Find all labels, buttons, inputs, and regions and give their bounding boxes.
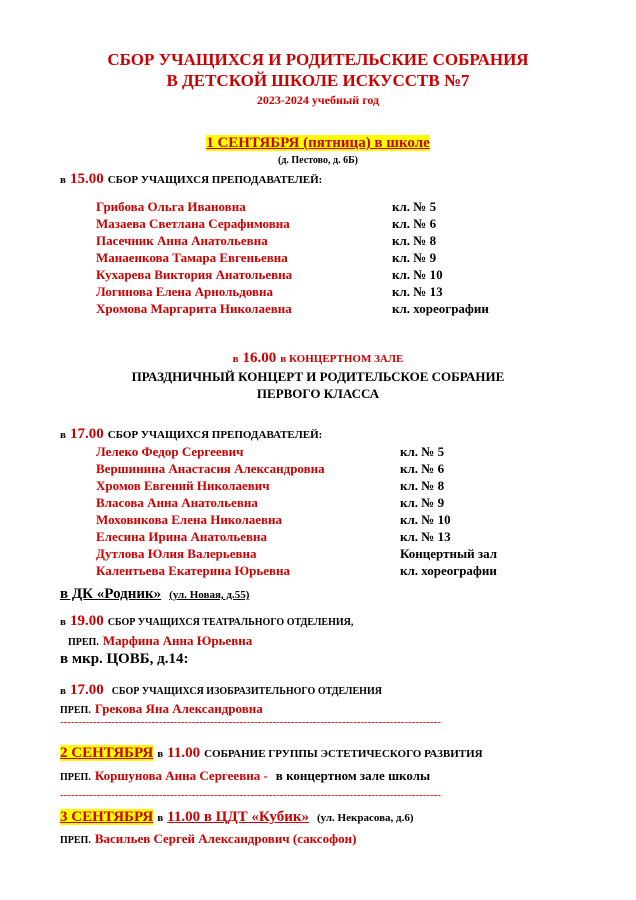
block2-prefix: в [60, 429, 66, 441]
concert-place: в КОНЦЕРТНОМ ЗАЛЕ [280, 353, 404, 365]
teacher-name: Манаенкова Тамара Евгеньевна [96, 250, 288, 265]
dk-time-line [60, 612, 353, 630]
day1-heading: 1 СЕНТЯБРЯ (пятница) в школе [206, 135, 430, 151]
block1-label: СБОР УЧАЩИХСЯ ПРЕПОДАВАТЕЛЕЙ: [107, 174, 323, 186]
dk-heading-line [60, 585, 249, 603]
tsovv-label: СБОР УЧАЩИХСЯ ИЗОБРАЗИТЕЛЬНОГО ОТДЕЛЕНИЯ [111, 686, 382, 697]
tsovv-prefix: в [60, 685, 66, 697]
separator-2: -------------------------------------------------------------------------------------------------------- [60, 789, 441, 801]
tsovv-prep: ПРЕП. [60, 705, 91, 716]
teacher-name: Лелеко Федор Сергеевич [96, 444, 244, 459]
teacher-room: кл. № 6 [392, 216, 437, 231]
teacher-room: кл. № 8 [400, 478, 445, 493]
day2-label: СОБРАНИЕ ГРУППЫ ЭСТЕТИЧЕСКОГО РАЗВИТИЯ [204, 748, 483, 760]
teacher-name: Хромова Маргарита Николаевна [96, 301, 292, 316]
dk-heading: в ДК «Родник» [60, 586, 162, 602]
day1-address: (д. Пестово, д. 6Б) [277, 155, 359, 166]
day2-time: 11.00 [167, 745, 201, 761]
title-line-2: В ДЕТСКОЙ ШКОЛЕ ИСКУССТВ №7 [166, 71, 470, 90]
teacher-room: кл. № 10 [400, 512, 451, 527]
day3-address: (ул. Некрасова, д.6) [317, 812, 414, 824]
teacher-room: кл. хореографии [392, 301, 489, 316]
teacher-room: кл. № 13 [400, 529, 451, 544]
teacher-room: Концертный зал [400, 546, 497, 561]
teacher-name: Мазаева Светлана Серафимовна [96, 216, 290, 231]
day2-prefix: в [157, 748, 164, 760]
teacher-room: кл. хореографии [400, 563, 497, 578]
teacher-name: Пасечник Анна Анатольевна [96, 233, 268, 248]
day3-line [60, 808, 413, 826]
tsovv-time-line [60, 681, 382, 699]
day3-time-place: 11.00 в ЦДТ «Кубик» [167, 809, 309, 825]
concert-prefix: в [232, 353, 239, 365]
day3-prep: ПРЕП. [60, 835, 91, 846]
day2-heading: 2 СЕНТЯБРЯ [60, 745, 154, 761]
school-year: 2023-2024 учебный год [256, 93, 380, 107]
block1-line [60, 170, 322, 188]
day3-prefix: в [157, 812, 164, 824]
dk-prep: ПРЕП. [68, 637, 99, 648]
day2-line [60, 744, 483, 762]
day3-teacher-line [60, 830, 356, 848]
tsovv-heading: в мкр. ЦОВБ, д.14: [60, 651, 189, 667]
concert-line [0, 349, 636, 367]
teacher-name: Дутлова Юлия Валерьевна [96, 546, 257, 561]
title-line-1: СБОР УЧАЩИХСЯ И РОДИТЕЛЬСКИЕ СОБРАНИЯ [107, 50, 529, 69]
day3-heading: 3 СЕНТЯБРЯ [60, 809, 154, 825]
teacher-room: кл. № 6 [400, 461, 445, 476]
concert-time: 16.00 [242, 350, 277, 366]
day2-place: в концертном зале школы [275, 768, 431, 783]
teacher-name: Хромов Евгений Николаевич [96, 478, 270, 493]
block2-time: 17.00 [69, 426, 104, 442]
teacher-room: кл. № 13 [392, 284, 443, 299]
teacher-room: кл. № 8 [392, 233, 437, 248]
block2-line [60, 425, 322, 443]
separator-1: -------------------------------------------------------------------------------------------------------- [60, 716, 441, 728]
teacher-name: Елесина Ирина Анатольевна [96, 529, 267, 544]
day2-teacher: Коршунова Анна Сергеевна - [94, 768, 268, 783]
dk-prefix: в [60, 616, 66, 628]
teacher-name: Логинова Елена Арнольдовна [96, 284, 274, 299]
day2-teacher-line [60, 767, 430, 785]
day3-teacher: Васильев Сергей Александрович (саксофон) [94, 831, 357, 846]
teacher-name: Кухарева Виктория Анатольевна [96, 267, 293, 282]
block1-prefix: в [60, 174, 66, 186]
block1-time: 15.00 [69, 171, 104, 187]
concert-title-2: ПЕРВОГО КЛАССА [256, 386, 380, 401]
teacher-room: кл. № 10 [392, 267, 443, 282]
tsovv-teacher: Грекова Яна Александровна [94, 701, 263, 716]
teacher-name: Власова Анна Анатольевна [96, 495, 258, 510]
block2-label: СБОР УЧАЩИХСЯ ПРЕПОДАВАТЕЛЕЙ: [107, 429, 323, 441]
dk-teacher: Марфина Анна Юрьевна [102, 633, 253, 648]
teacher-name: Вершинина Анастасия Александровна [96, 461, 325, 476]
teacher-room: кл. № 5 [392, 199, 437, 214]
teacher-room: кл. № 5 [400, 444, 445, 459]
teacher-room: кл. № 9 [392, 250, 437, 265]
teacher-room: кл. № 9 [400, 495, 445, 510]
teacher-name: Калентьева Екатерина Юрьевна [96, 563, 290, 578]
teacher-name: Грибова Ольга Ивановна [96, 199, 246, 214]
teacher-name: Моховикова Елена Николаевна [96, 512, 283, 527]
day1-heading-wrap [0, 134, 636, 152]
dk-teacher-line [68, 632, 252, 650]
dk-time: 19.00 [69, 613, 104, 629]
dk-label: СБОР УЧАЩИХСЯ ТЕАТРАЛЬНОГО ОТДЕЛЕНИЯ, [107, 617, 354, 628]
dk-address: (ул. Новая, д.55) [169, 589, 250, 601]
day2-prep: ПРЕП. [60, 772, 91, 783]
concert-title-1: ПРАЗДНИЧНЫЙ КОНЦЕРТ И РОДИТЕЛЬСКОЕ СОБРАНИЕ [131, 369, 505, 384]
tsovv-time: 17.00 [69, 682, 104, 698]
